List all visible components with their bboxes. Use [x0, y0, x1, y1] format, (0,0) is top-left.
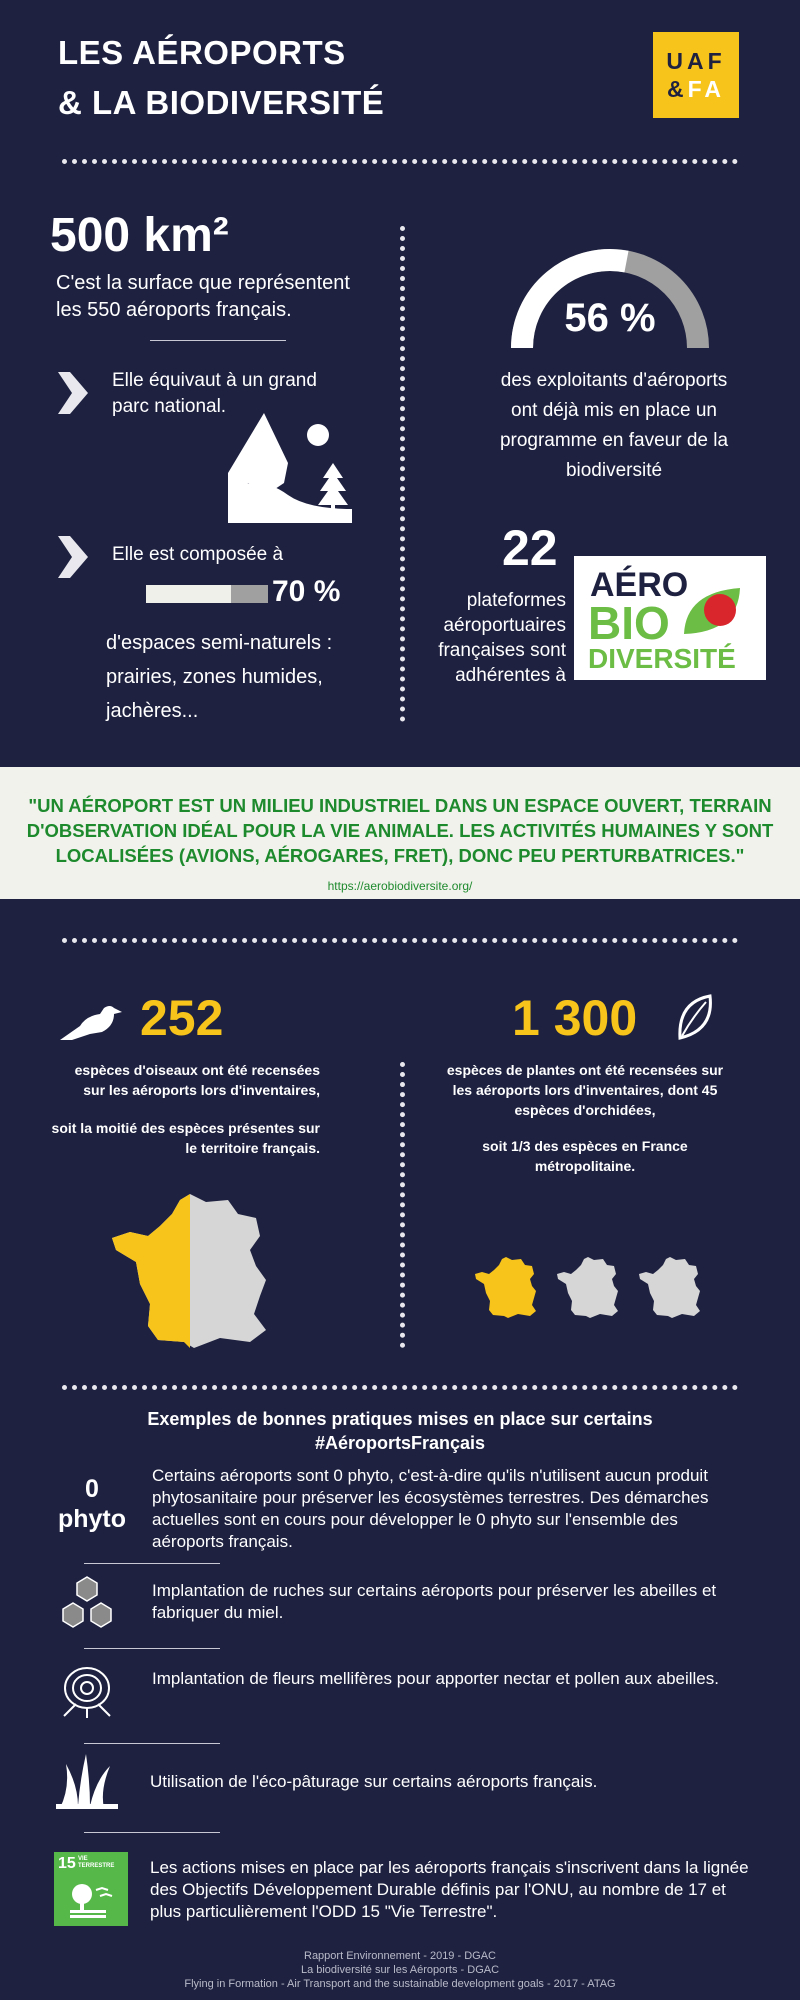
semi-natural-description: d'espaces semi-naturels : prairies, zones humides, jachères...: [106, 632, 333, 722]
bird-icon: [60, 1004, 122, 1042]
mountain-icon: [228, 413, 352, 525]
gauge-description: des exploitants d'aéroports ont déjà mis en place un programme en faveur de la biodiversité: [499, 370, 729, 481]
quote-band: [0, 767, 800, 899]
sdg15-number: 15: [58, 1855, 76, 1872]
vertical-dotted-divider: [400, 226, 405, 722]
vertical-dotted-divider-2: [400, 1062, 405, 1348]
practice-flowers: Implantation de fleurs mellifères pour apporter nectar et pollen aux abeilles.: [152, 1669, 719, 1688]
title-line1: LES AÉROPORTS: [58, 34, 346, 71]
separator: [150, 340, 286, 341]
footer-line2: La biodiversité sur les Aéroports - DGAC: [300, 1964, 500, 1976]
footer-line3: Flying in Formation - Air Transport and the sustainable development goals - 2017 - ATAG: [184, 1978, 616, 1990]
quote-text: "UN AÉROPORT EST UN MILIEU INDUSTRIEL DANS UN ESPACE OUVERT, TERRAIN D'OBSERVATION IDÉAL POUR LA VIE ANIMALE. LES ACTIVITÉS HUMAINES Y SONT LOCALISÉES (AVIONS, AÉROGARES, FRET), DONC PEU PERTURBATRICES.": [26, 795, 774, 866]
phyto-line2: phyto: [57, 1505, 127, 1533]
leaf-outline-icon: [676, 994, 714, 1042]
practices-heading-line1: Exemples de bonnes pratiques mises en place sur certains: [147, 1409, 653, 1429]
dotted-divider: [62, 159, 738, 164]
plants-description-2: soit 1/3 des espèces en France métropolitaine.: [482, 1138, 688, 1174]
practices-heading-line2: #AéroportsFrançais: [314, 1433, 486, 1453]
member-count: 22: [502, 520, 558, 576]
footer: [0, 1949, 800, 1991]
surface-description: C'est la surface que représentent les 550 aéroports français.: [56, 272, 350, 321]
separator-2: [84, 1648, 220, 1649]
plants-description-1: espèces de plantes ont été recensées sur les aéroports lors d'inventaires, dont 45 espèces d'orchidées,: [446, 1062, 724, 1118]
logo-amp: &: [666, 76, 688, 102]
uaf-logo: [653, 32, 739, 118]
dotted-divider-2: [62, 938, 738, 943]
footer-line1: Rapport Environnement - 2019 - DGAC: [304, 1950, 496, 1962]
percent-bar-fill: [146, 585, 231, 603]
logo-line2: [667, 75, 725, 103]
tree-icon: [68, 1882, 116, 1920]
aero-logo-line3: DIVERSITÉ: [588, 643, 736, 674]
france-map-grey-1: [556, 1256, 620, 1320]
separator-4: [84, 1832, 220, 1833]
birds-description-1: espèces d'oiseaux ont été recensées sur les aéroports lors d'inventaires,: [74, 1062, 320, 1098]
birds-value: 252: [140, 990, 224, 1046]
phyto-line1: 0: [85, 1475, 99, 1503]
logo-line1: UAF: [666, 48, 726, 74]
aero-logo-line2: BIO: [588, 597, 670, 649]
page-title: [58, 28, 384, 128]
france-map-grey-2: [638, 1256, 702, 1320]
logo-fa: FA: [687, 76, 725, 102]
title-line2: & LA BIODIVERSITÉ: [58, 84, 385, 121]
flower-icon: [58, 1660, 116, 1720]
aerobiodiversite-logo: [574, 556, 766, 680]
dotted-divider-3: [62, 1385, 738, 1390]
separator-3: [84, 1743, 220, 1744]
grass-icon: [56, 1750, 118, 1810]
point-national-park: Elle équivaut à un grand parc national.: [112, 370, 317, 417]
percent-label: 70 %: [272, 575, 341, 608]
chevron-right-icon: [58, 372, 88, 414]
sdg15-icon: [54, 1852, 128, 1926]
practice-sdg: Les actions mises en place par les aéroports français s'inscrivent dans la lignée des Objectifs Développement Durable définis par l'ONU, au nombre de 17 et plus particulièrement l'ODD 15 "Vie Terrestre".: [150, 1858, 749, 1921]
birds-description-2: soit la moitié des espèces présentes sur le territoire français.: [51, 1120, 320, 1156]
gauge-label: 56 %: [564, 296, 656, 340]
point-composition: Elle est composée à: [112, 544, 284, 565]
surface-value: 500 km²: [50, 209, 229, 262]
plants-value: 1 300: [512, 990, 638, 1046]
practices-heading: [0, 1407, 800, 1455]
sdg15-label: VIE TERRESTRE: [78, 1856, 115, 1869]
member-description: plateformes aéroportuaires françaises sont adhérentes à: [438, 590, 566, 686]
percent-bar: [146, 585, 268, 603]
practice-eco-grazing: Utilisation de l'éco-pâturage sur certains aéroports français.: [150, 1772, 598, 1791]
france-map-half: [110, 1192, 270, 1350]
leaf-icon: [682, 586, 744, 638]
separator-1: [84, 1563, 220, 1564]
zero-phyto-icon: [54, 1474, 130, 1534]
france-map-yellow: [474, 1256, 538, 1320]
quote-link[interactable]: https://aerobiodiversite.org/: [327, 879, 473, 893]
honeycomb-icon: [58, 1576, 116, 1630]
aero-logo-line1: AÉRO: [590, 566, 689, 604]
practice-beehives: Implantation de ruches sur certains aéroports pour préserver les abeilles et fabriquer du miel.: [152, 1581, 717, 1622]
practice-zero-phyto: Certains aéroports sont 0 phyto, c'est-à-dire qu'ils n'utilisent aucun produit phytosanitaire pour préserver les écosystèmes terrestres. Des démarches actuelles sont en cours pour développer le 0 phyto sur l'ensemble des aéroports français.: [152, 1466, 709, 1551]
chevron-right-icon-2: [58, 536, 88, 578]
